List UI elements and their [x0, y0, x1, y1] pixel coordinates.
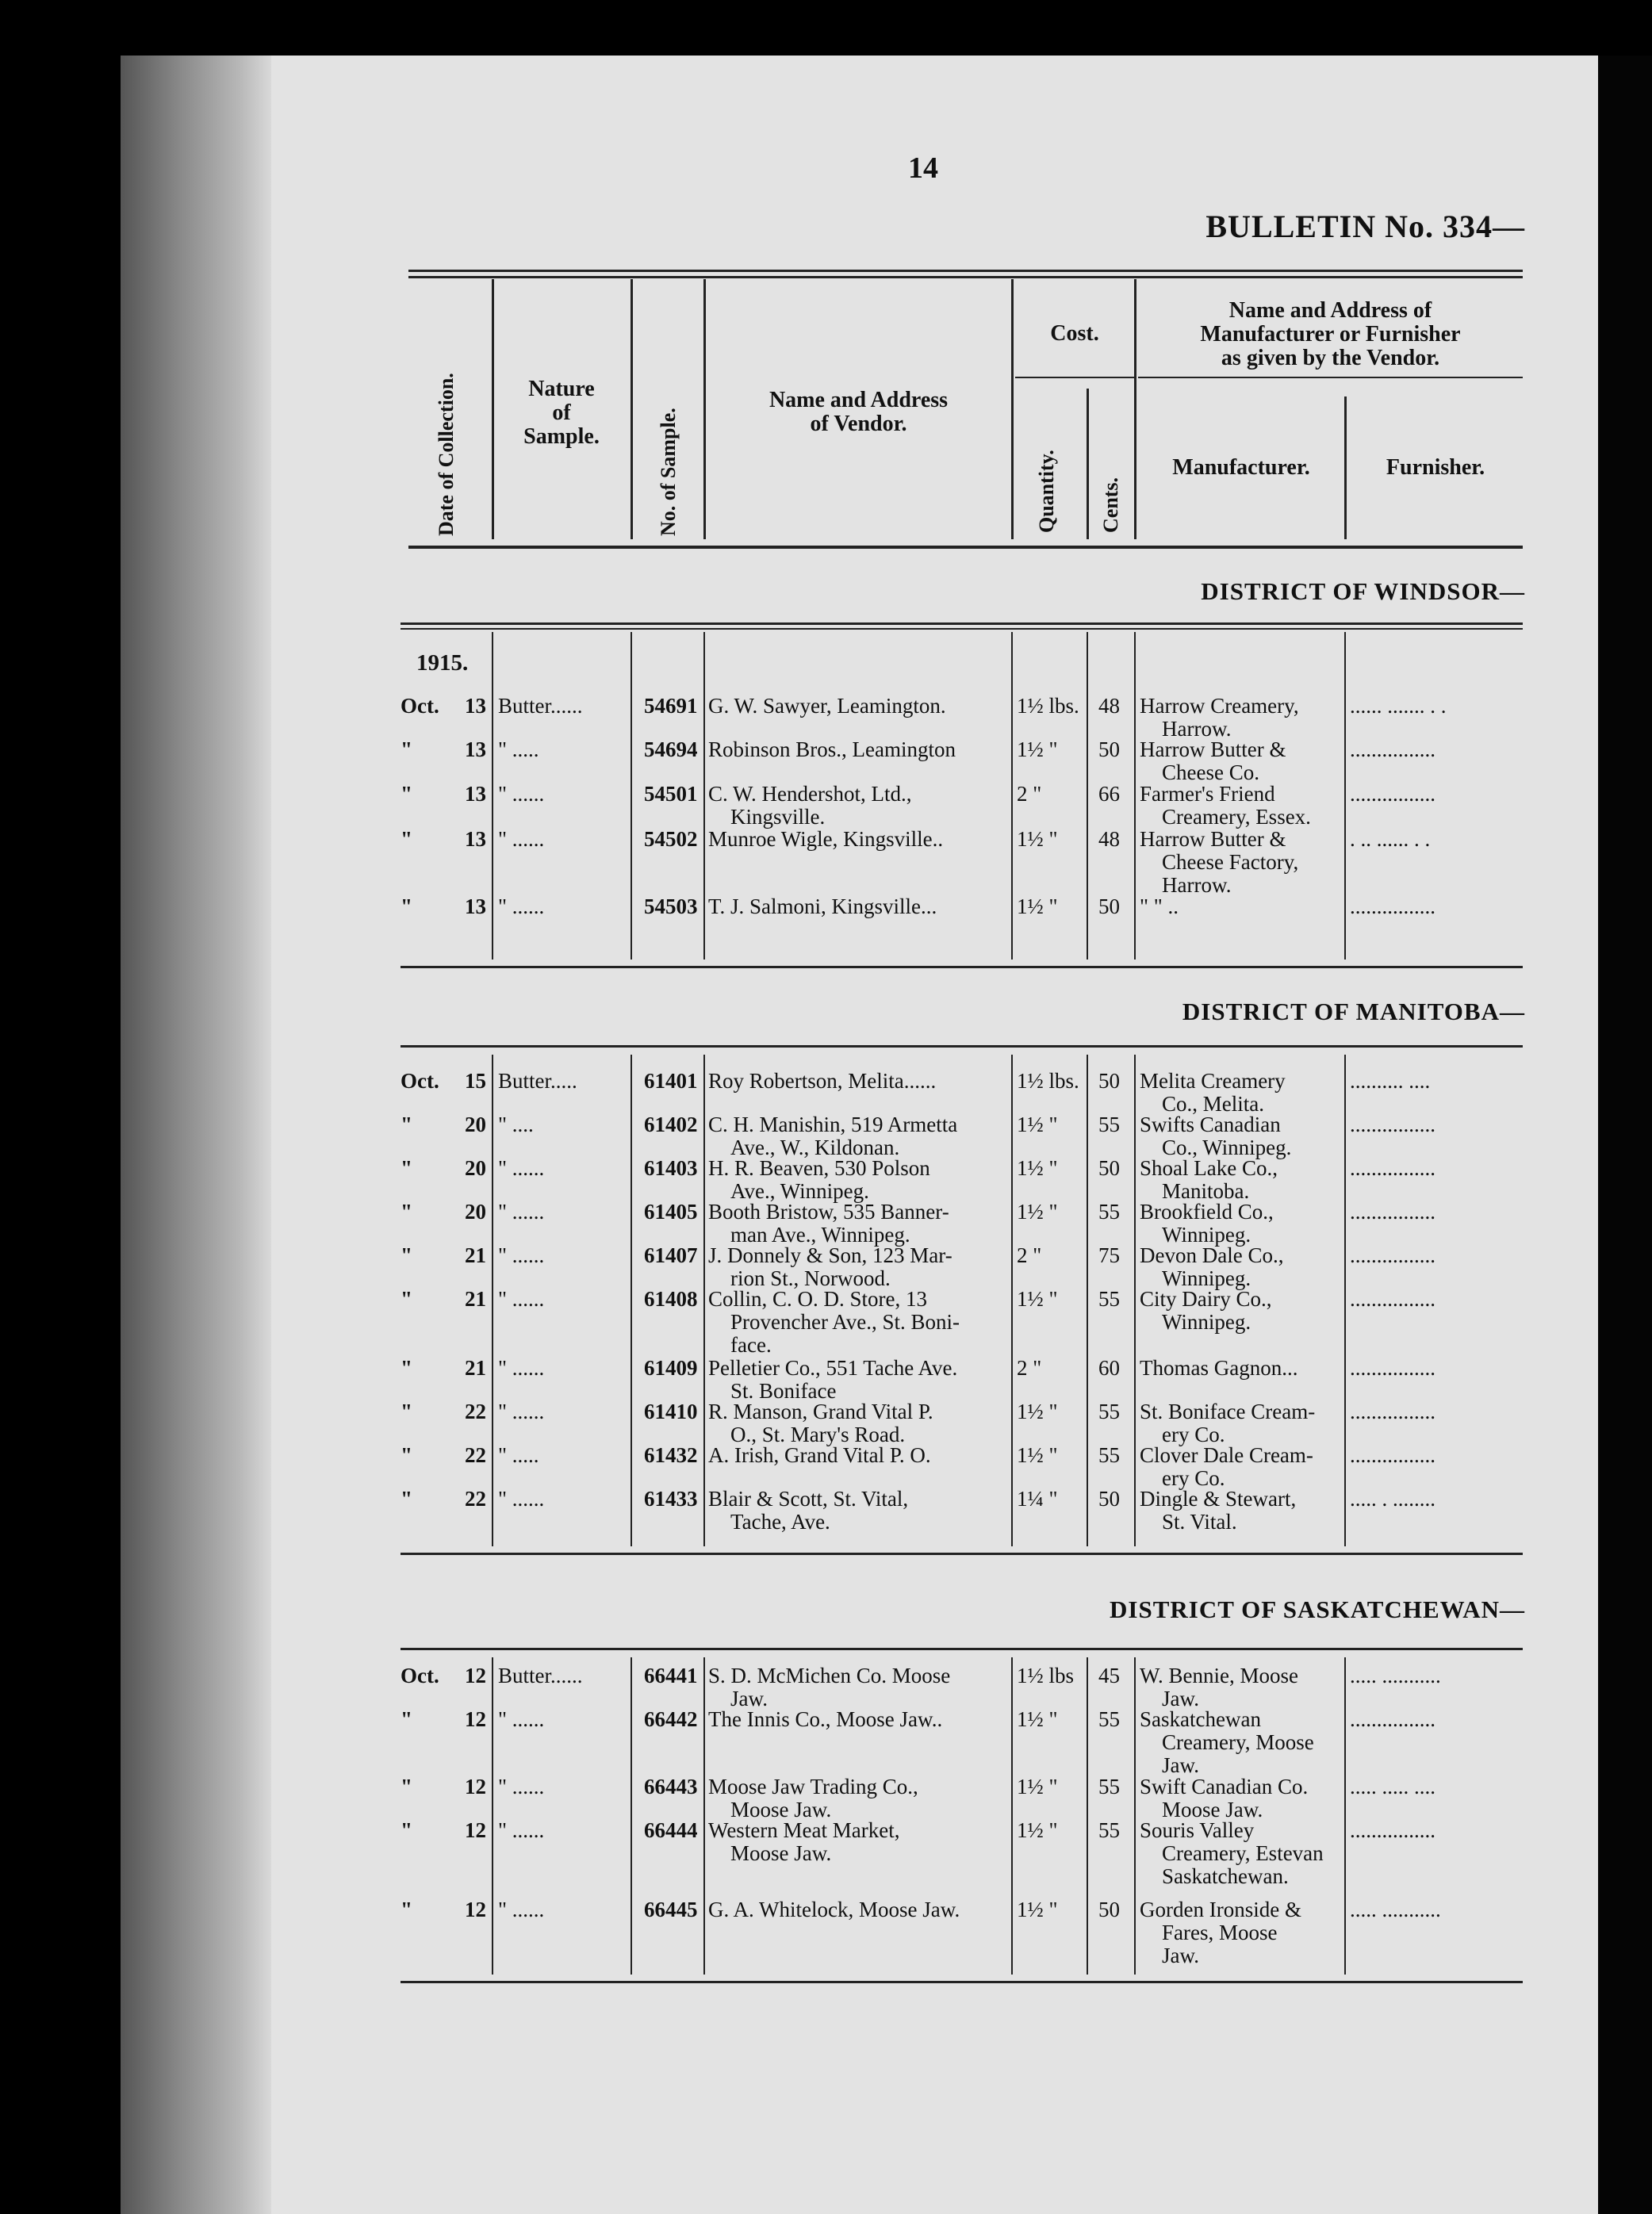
vendor-line: S. D. McMichen Co. Moose [708, 1664, 951, 1687]
header-manufacturer: Manufacturer. [1172, 455, 1310, 480]
header-cents: Cents. [1099, 477, 1122, 533]
manufacturer-line: " " .. [1140, 894, 1179, 918]
header-quantity: Quantity. [1035, 450, 1058, 533]
furnisher-cell: ................ [1350, 1156, 1435, 1180]
cents-cell: 55 [1098, 1400, 1120, 1423]
collection-month: " [401, 1400, 412, 1423]
collection-day: 13 [465, 827, 486, 851]
cents-cell: 50 [1098, 737, 1120, 761]
vendor-line: Jaw. [730, 1687, 768, 1710]
column-divider [1087, 1657, 1088, 1975]
furnisher-cell: ..... ..... .... [1350, 1775, 1435, 1798]
district-title: DISTRICT OF MANITOBA— [1182, 998, 1525, 1025]
collection-day: 12 [465, 1707, 486, 1731]
header-col-divider [1087, 389, 1089, 539]
vendor-line: Blair & Scott, St. Vital, [708, 1487, 909, 1511]
column-divider [1134, 1055, 1136, 1546]
manufacturer-line: Brookfield Co., [1140, 1200, 1274, 1224]
collection-day: 21 [465, 1356, 486, 1380]
sample-nature: " ...... [498, 1200, 545, 1224]
cents-cell: 55 [1098, 1287, 1120, 1311]
sample-number: 54501 [644, 782, 698, 806]
furnisher-cell: ................ [1350, 1356, 1435, 1380]
manufacturer-line: Gorden Ironside & [1140, 1898, 1301, 1921]
quantity-cell: 1½ " [1017, 1898, 1058, 1921]
furnisher-cell: ..... ........... [1350, 1898, 1441, 1921]
vendor-line: J. Donnely & Son, 123 Mar- [708, 1243, 952, 1267]
sample-nature: " ...... [498, 1287, 545, 1311]
section-bottom-rule [401, 1553, 1523, 1555]
column-divider [492, 632, 493, 960]
furnisher-cell: ..... ........... [1350, 1664, 1441, 1687]
manufacturer-line: Cheese Co. [1162, 760, 1259, 784]
cents-cell: 50 [1098, 1898, 1120, 1921]
quantity-cell: 1½ " [1017, 1443, 1058, 1467]
vendor-line: A. Irish, Grand Vital P. O. [708, 1443, 931, 1467]
quantity-cell: 1½ " [1017, 1287, 1058, 1311]
vendor-line: Pelletier Co., 551 Tache Ave. [708, 1356, 958, 1380]
sample-number: 66445 [644, 1898, 698, 1921]
furnisher-cell: ................ [1350, 1287, 1435, 1311]
header-top-rule [408, 270, 1523, 272]
manufacturer-line: Harrow. [1162, 717, 1232, 741]
cents-cell: 50 [1098, 894, 1120, 918]
column-divider [631, 632, 632, 960]
sample-nature: Butter..... [498, 1069, 577, 1093]
page-edge-shadow [121, 56, 271, 2214]
section-rule [401, 622, 1523, 625]
column-divider [631, 1657, 632, 1975]
cents-cell: 48 [1098, 827, 1120, 851]
column-divider [1087, 632, 1088, 960]
collection-day: 13 [465, 737, 486, 761]
manufacturer-line: ery Co. [1162, 1466, 1225, 1490]
manufacturer-line: W. Bennie, Moose [1140, 1664, 1298, 1687]
cents-cell: 55 [1098, 1775, 1120, 1798]
cents-cell: 60 [1098, 1356, 1120, 1380]
sample-nature: " ...... [498, 1818, 545, 1842]
manufacturer-line: Clover Dale Cream- [1140, 1443, 1313, 1467]
vendor-line: H. R. Beaven, 530 Polson [708, 1156, 930, 1180]
vendor-line: Tache, Ave. [730, 1510, 830, 1534]
furnisher-cell: ................ [1350, 1443, 1435, 1467]
sample-nature: " .... [498, 1113, 534, 1136]
collection-day: 20 [465, 1200, 486, 1224]
manufacturer-line: Winnipeg. [1162, 1223, 1251, 1247]
manufacturer-line: Thomas Gagnon... [1140, 1356, 1298, 1380]
manufacturer-line: Moose Jaw. [1162, 1798, 1263, 1821]
vendor-line: Collin, C. O. D. Store, 13 [708, 1287, 928, 1311]
cents-cell: 45 [1098, 1664, 1120, 1687]
vendor-line: St. Boniface [730, 1379, 837, 1403]
vendor-line: G. W. Sawyer, Leamington. [708, 694, 946, 718]
sample-nature: Butter...... [498, 694, 583, 718]
cents-cell: 55 [1098, 1200, 1120, 1224]
sample-number: 54503 [644, 894, 698, 918]
cents-cell: 48 [1098, 694, 1120, 718]
quantity-cell: 1½ " [1017, 1400, 1058, 1423]
section-rule [401, 1045, 1523, 1048]
column-divider [1344, 632, 1346, 960]
collection-month: " [401, 1487, 412, 1511]
cents-cell: 50 [1098, 1487, 1120, 1511]
header-bottom-rule [408, 546, 1523, 549]
furnisher-cell: ...... ....... . . [1350, 694, 1447, 718]
manufacturer-line: Dingle & Stewart, [1140, 1487, 1297, 1511]
column-divider [703, 632, 705, 960]
vendor-line: Moose Jaw. [730, 1798, 832, 1821]
column-divider [492, 1657, 493, 1975]
vendor-line: rion St., Norwood. [730, 1266, 891, 1290]
collection-month: " [401, 827, 412, 851]
collection-month: " [401, 782, 412, 806]
header-vendor: Name and Address of Vendor. [769, 388, 949, 436]
collection-day: 20 [465, 1113, 486, 1136]
header-col-divider [631, 279, 633, 539]
column-divider [703, 1055, 705, 1546]
section-bottom-rule [401, 966, 1523, 968]
manufacturer-line: Winnipeg. [1162, 1266, 1251, 1290]
header-manufacturer-group: Name and Address of Manufacturer or Furnisher as given by the Vendor. [1200, 298, 1461, 370]
furnisher-cell: ................ [1350, 1707, 1435, 1731]
column-divider [1011, 1055, 1013, 1546]
cents-cell: 55 [1098, 1707, 1120, 1731]
section-rule [401, 1648, 1523, 1650]
manufacturer-line: Fares, Moose [1162, 1921, 1278, 1944]
furnisher-cell: .......... .... [1350, 1069, 1431, 1093]
furnisher-cell: ................ [1350, 782, 1435, 806]
quantity-cell: 1½ lbs [1017, 1664, 1075, 1687]
sample-nature: " ...... [498, 1487, 545, 1511]
manufacturer-line: Co., Winnipeg. [1162, 1136, 1292, 1159]
vendor-line: C. H. Manishin, 519 Armetta [708, 1113, 958, 1136]
collection-day: 12 [465, 1775, 486, 1798]
vendor-line: The Innis Co., Moose Jaw.. [708, 1707, 943, 1731]
manufacturer-line: City Dairy Co., [1140, 1287, 1272, 1311]
manufacturer-line: Swift Canadian Co. [1140, 1775, 1309, 1798]
collection-day: 15 [465, 1069, 486, 1093]
manufacturer-line: Creamery, Moose [1162, 1730, 1314, 1754]
furnisher-cell: ................ [1350, 737, 1435, 761]
manufacturer-line: St. Boniface Cream- [1140, 1400, 1316, 1423]
quantity-cell: 1½ " [1017, 1775, 1058, 1798]
collection-month: " [401, 1775, 412, 1798]
manufacturer-line: Winnipeg. [1162, 1310, 1251, 1334]
header-cost: Cost. [1050, 321, 1099, 346]
manufacturer-line: Souris Valley [1140, 1818, 1255, 1842]
manufacturer-line: Swifts Canadian [1140, 1113, 1281, 1136]
furnisher-cell: ................ [1350, 1818, 1435, 1842]
vendor-line: man Ave., Winnipeg. [730, 1223, 910, 1247]
cents-cell: 55 [1098, 1113, 1120, 1136]
manufacturer-line: Melita Creamery [1140, 1069, 1286, 1093]
collection-month: " [401, 894, 412, 918]
furnisher-cell: ................ [1350, 1400, 1435, 1423]
vendor-line: Munroe Wigle, Kingsville.. [708, 827, 944, 851]
manufacturer-line: Co., Melita. [1162, 1092, 1264, 1116]
collection-month: Oct. [401, 1069, 439, 1093]
sample-nature: " ...... [498, 1707, 545, 1731]
column-divider [1011, 632, 1013, 960]
header-date: Date of Collection. [435, 373, 458, 536]
vendor-line: O., St. Mary's Road. [730, 1423, 906, 1446]
quantity-cell: 1½ lbs. [1017, 1069, 1079, 1093]
vendor-line: face. [730, 1333, 772, 1357]
cents-cell: 50 [1098, 1156, 1120, 1180]
vendor-line: Booth Bristow, 535 Banner- [708, 1200, 949, 1224]
sample-number: 54502 [644, 827, 698, 851]
vendor-line: Kingsville. [730, 805, 826, 829]
collection-month: " [401, 1818, 412, 1842]
sample-nature: " ...... [498, 782, 545, 806]
vendor-line: Moose Jaw. [730, 1841, 832, 1865]
quantity-cell: 1½ " [1017, 1818, 1058, 1842]
column-divider [1344, 1657, 1346, 1975]
mfr-subrule [1138, 377, 1523, 378]
furnisher-cell: ................ [1350, 1113, 1435, 1136]
collection-month: " [401, 1156, 412, 1180]
vendor-line: Ave., Winnipeg. [730, 1179, 869, 1203]
sample-number: 66442 [644, 1707, 698, 1731]
vendor-line: Robinson Bros., Leamington [708, 737, 956, 761]
header-col-divider [1344, 396, 1347, 539]
section-bottom-rule [401, 1981, 1523, 1983]
furnisher-cell: ................ [1350, 1243, 1435, 1267]
collection-day: 13 [465, 894, 486, 918]
column-divider [1087, 1055, 1088, 1546]
collection-month: Oct. [401, 694, 439, 718]
manufacturer-line: Jaw. [1162, 1944, 1199, 1967]
vendor-line: C. W. Hendershot, Ltd., [708, 782, 912, 806]
vendor-line: T. J. Salmoni, Kingsville... [708, 894, 937, 918]
sample-number: 61409 [644, 1356, 698, 1380]
manufacturer-line: Manitoba. [1162, 1179, 1250, 1203]
sample-number: 54691 [644, 694, 698, 718]
collection-day: 13 [465, 694, 486, 718]
furnisher-cell: ................ [1350, 894, 1435, 918]
column-divider [1134, 632, 1136, 960]
manufacturer-line: Harrow. [1162, 873, 1232, 897]
manufacturer-line: Farmer's Friend [1140, 782, 1275, 806]
collection-day: 22 [465, 1443, 486, 1467]
vendor-line: Moose Jaw Trading Co., [708, 1775, 918, 1798]
quantity-cell: 1½ lbs. [1017, 694, 1079, 718]
column-divider [631, 1055, 632, 1546]
sample-number: 61410 [644, 1400, 698, 1423]
header-col-divider [1134, 279, 1136, 539]
manufacturer-line: Harrow Creamery, [1140, 694, 1299, 718]
quantity-cell: 1¼ " [1017, 1487, 1058, 1511]
collection-month: " [401, 1898, 412, 1921]
collection-month: " [401, 1287, 412, 1311]
header-col-divider [492, 279, 494, 539]
quantity-cell: 1½ " [1017, 1156, 1058, 1180]
sample-number: 66444 [644, 1818, 698, 1842]
sample-nature: " ...... [498, 1356, 545, 1380]
quantity-cell: 1½ " [1017, 827, 1058, 851]
collection-month: " [401, 1113, 412, 1136]
cents-cell: 55 [1098, 1818, 1120, 1842]
collection-day: 22 [465, 1400, 486, 1423]
header-top-rule-2 [408, 276, 1523, 278]
column-divider [492, 1055, 493, 1546]
sample-number: 61405 [644, 1200, 698, 1224]
column-divider [703, 1657, 705, 1975]
sample-number: 61433 [644, 1487, 698, 1511]
manufacturer-line: Cheese Factory, [1162, 850, 1299, 874]
vendor-line: Provencher Ave., St. Boni- [730, 1310, 960, 1334]
page-number: 14 [908, 151, 938, 185]
collection-month: " [401, 737, 412, 761]
furnisher-cell: . .. ...... . . [1350, 827, 1431, 851]
sample-number: 66441 [644, 1664, 698, 1687]
cents-cell: 50 [1098, 1069, 1120, 1093]
sample-nature: " ..... [498, 1443, 539, 1467]
bulletin-title: BULLETIN No. 334— [1205, 209, 1525, 244]
collection-month: " [401, 1443, 412, 1467]
manufacturer-line: Creamery, Estevan [1162, 1841, 1324, 1865]
column-divider [1344, 1055, 1346, 1546]
column-divider [1134, 1657, 1136, 1975]
manufacturer-line: Jaw. [1162, 1687, 1199, 1710]
sample-nature: " ...... [498, 1898, 545, 1921]
sample-nature: " ...... [498, 894, 545, 918]
quantity-cell: 1½ " [1017, 737, 1058, 761]
manufacturer-line: Creamery, Essex. [1162, 805, 1311, 829]
manufacturer-line: Jaw. [1162, 1753, 1199, 1777]
collection-month: " [401, 1356, 412, 1380]
sample-number: 61402 [644, 1113, 698, 1136]
collection-day: 12 [465, 1898, 486, 1921]
collection-day: 21 [465, 1243, 486, 1267]
furnisher-cell: ..... . ........ [1350, 1487, 1435, 1511]
sample-number: 61432 [644, 1443, 698, 1467]
district-title: DISTRICT OF SASKATCHEWAN— [1110, 1595, 1525, 1623]
quantity-cell: 1½ " [1017, 1113, 1058, 1136]
manufacturer-line: Saskatchewan [1140, 1707, 1261, 1731]
collection-month: " [401, 1200, 412, 1224]
collection-day: 12 [465, 1664, 486, 1687]
sample-nature: " ..... [498, 737, 539, 761]
vendor-line: Ave., W., Kildonan. [730, 1136, 900, 1159]
sample-nature: " ...... [498, 1156, 545, 1180]
sample-nature: " ...... [498, 1400, 545, 1423]
header-col-divider [1011, 279, 1014, 539]
header-nature: Nature of Sample. [523, 377, 600, 449]
collection-day: 22 [465, 1487, 486, 1511]
manufacturer-line: Harrow Butter & [1140, 827, 1286, 851]
sample-number: 54694 [644, 737, 698, 761]
collection-day: 21 [465, 1287, 486, 1311]
sample-nature: " ...... [498, 827, 545, 851]
cents-cell: 55 [1098, 1443, 1120, 1467]
vendor-line: G. A. Whitelock, Moose Jaw. [708, 1898, 960, 1921]
quantity-cell: 2 " [1017, 1356, 1042, 1380]
quantity-cell: 1½ " [1017, 894, 1058, 918]
sample-number: 61408 [644, 1287, 698, 1311]
manufacturer-line: Devon Dale Co., [1140, 1243, 1284, 1267]
district-title: DISTRICT OF WINDSOR— [1201, 577, 1525, 605]
collection-month: Oct. [401, 1664, 439, 1687]
manufacturer-line: St. Vital. [1162, 1510, 1237, 1534]
manufacturer-line: Saskatchewan. [1162, 1864, 1289, 1888]
column-divider [1011, 1657, 1013, 1975]
sample-nature: " ...... [498, 1243, 545, 1267]
sample-number: 61401 [644, 1069, 698, 1093]
vendor-line: R. Manson, Grand Vital P. [708, 1400, 933, 1423]
manufacturer-line: ery Co. [1162, 1423, 1225, 1446]
cents-cell: 66 [1098, 782, 1120, 806]
collection-day: 12 [465, 1818, 486, 1842]
sample-number: 61403 [644, 1156, 698, 1180]
vendor-line: Roy Robertson, Melita...... [708, 1069, 937, 1093]
quantity-cell: 2 " [1017, 782, 1042, 806]
right-spine [1598, 56, 1652, 2214]
cents-cell: 75 [1098, 1243, 1120, 1267]
quantity-cell: 2 " [1017, 1243, 1042, 1267]
sample-number: 61407 [644, 1243, 698, 1267]
collection-month: " [401, 1243, 412, 1267]
quantity-cell: 1½ " [1017, 1707, 1058, 1731]
cost-subrule [1015, 377, 1134, 378]
sample-number: 66443 [644, 1775, 698, 1798]
quantity-cell: 1½ " [1017, 1200, 1058, 1224]
collection-day: 20 [465, 1156, 486, 1180]
manufacturer-line: Harrow Butter & [1140, 737, 1286, 761]
sample-nature: Butter...... [498, 1664, 583, 1687]
collection-day: 13 [465, 782, 486, 806]
vendor-line: Western Meat Market, [708, 1818, 900, 1842]
section-rule [401, 628, 1523, 630]
header-furnisher: Furnisher. [1386, 455, 1485, 480]
manufacturer-line: Shoal Lake Co., [1140, 1156, 1278, 1180]
year-label: 1915. [416, 650, 469, 676]
header-number: No. of Sample. [657, 408, 680, 536]
sample-nature: " ...... [498, 1775, 545, 1798]
furnisher-cell: ................ [1350, 1200, 1435, 1224]
collection-month: " [401, 1707, 412, 1731]
